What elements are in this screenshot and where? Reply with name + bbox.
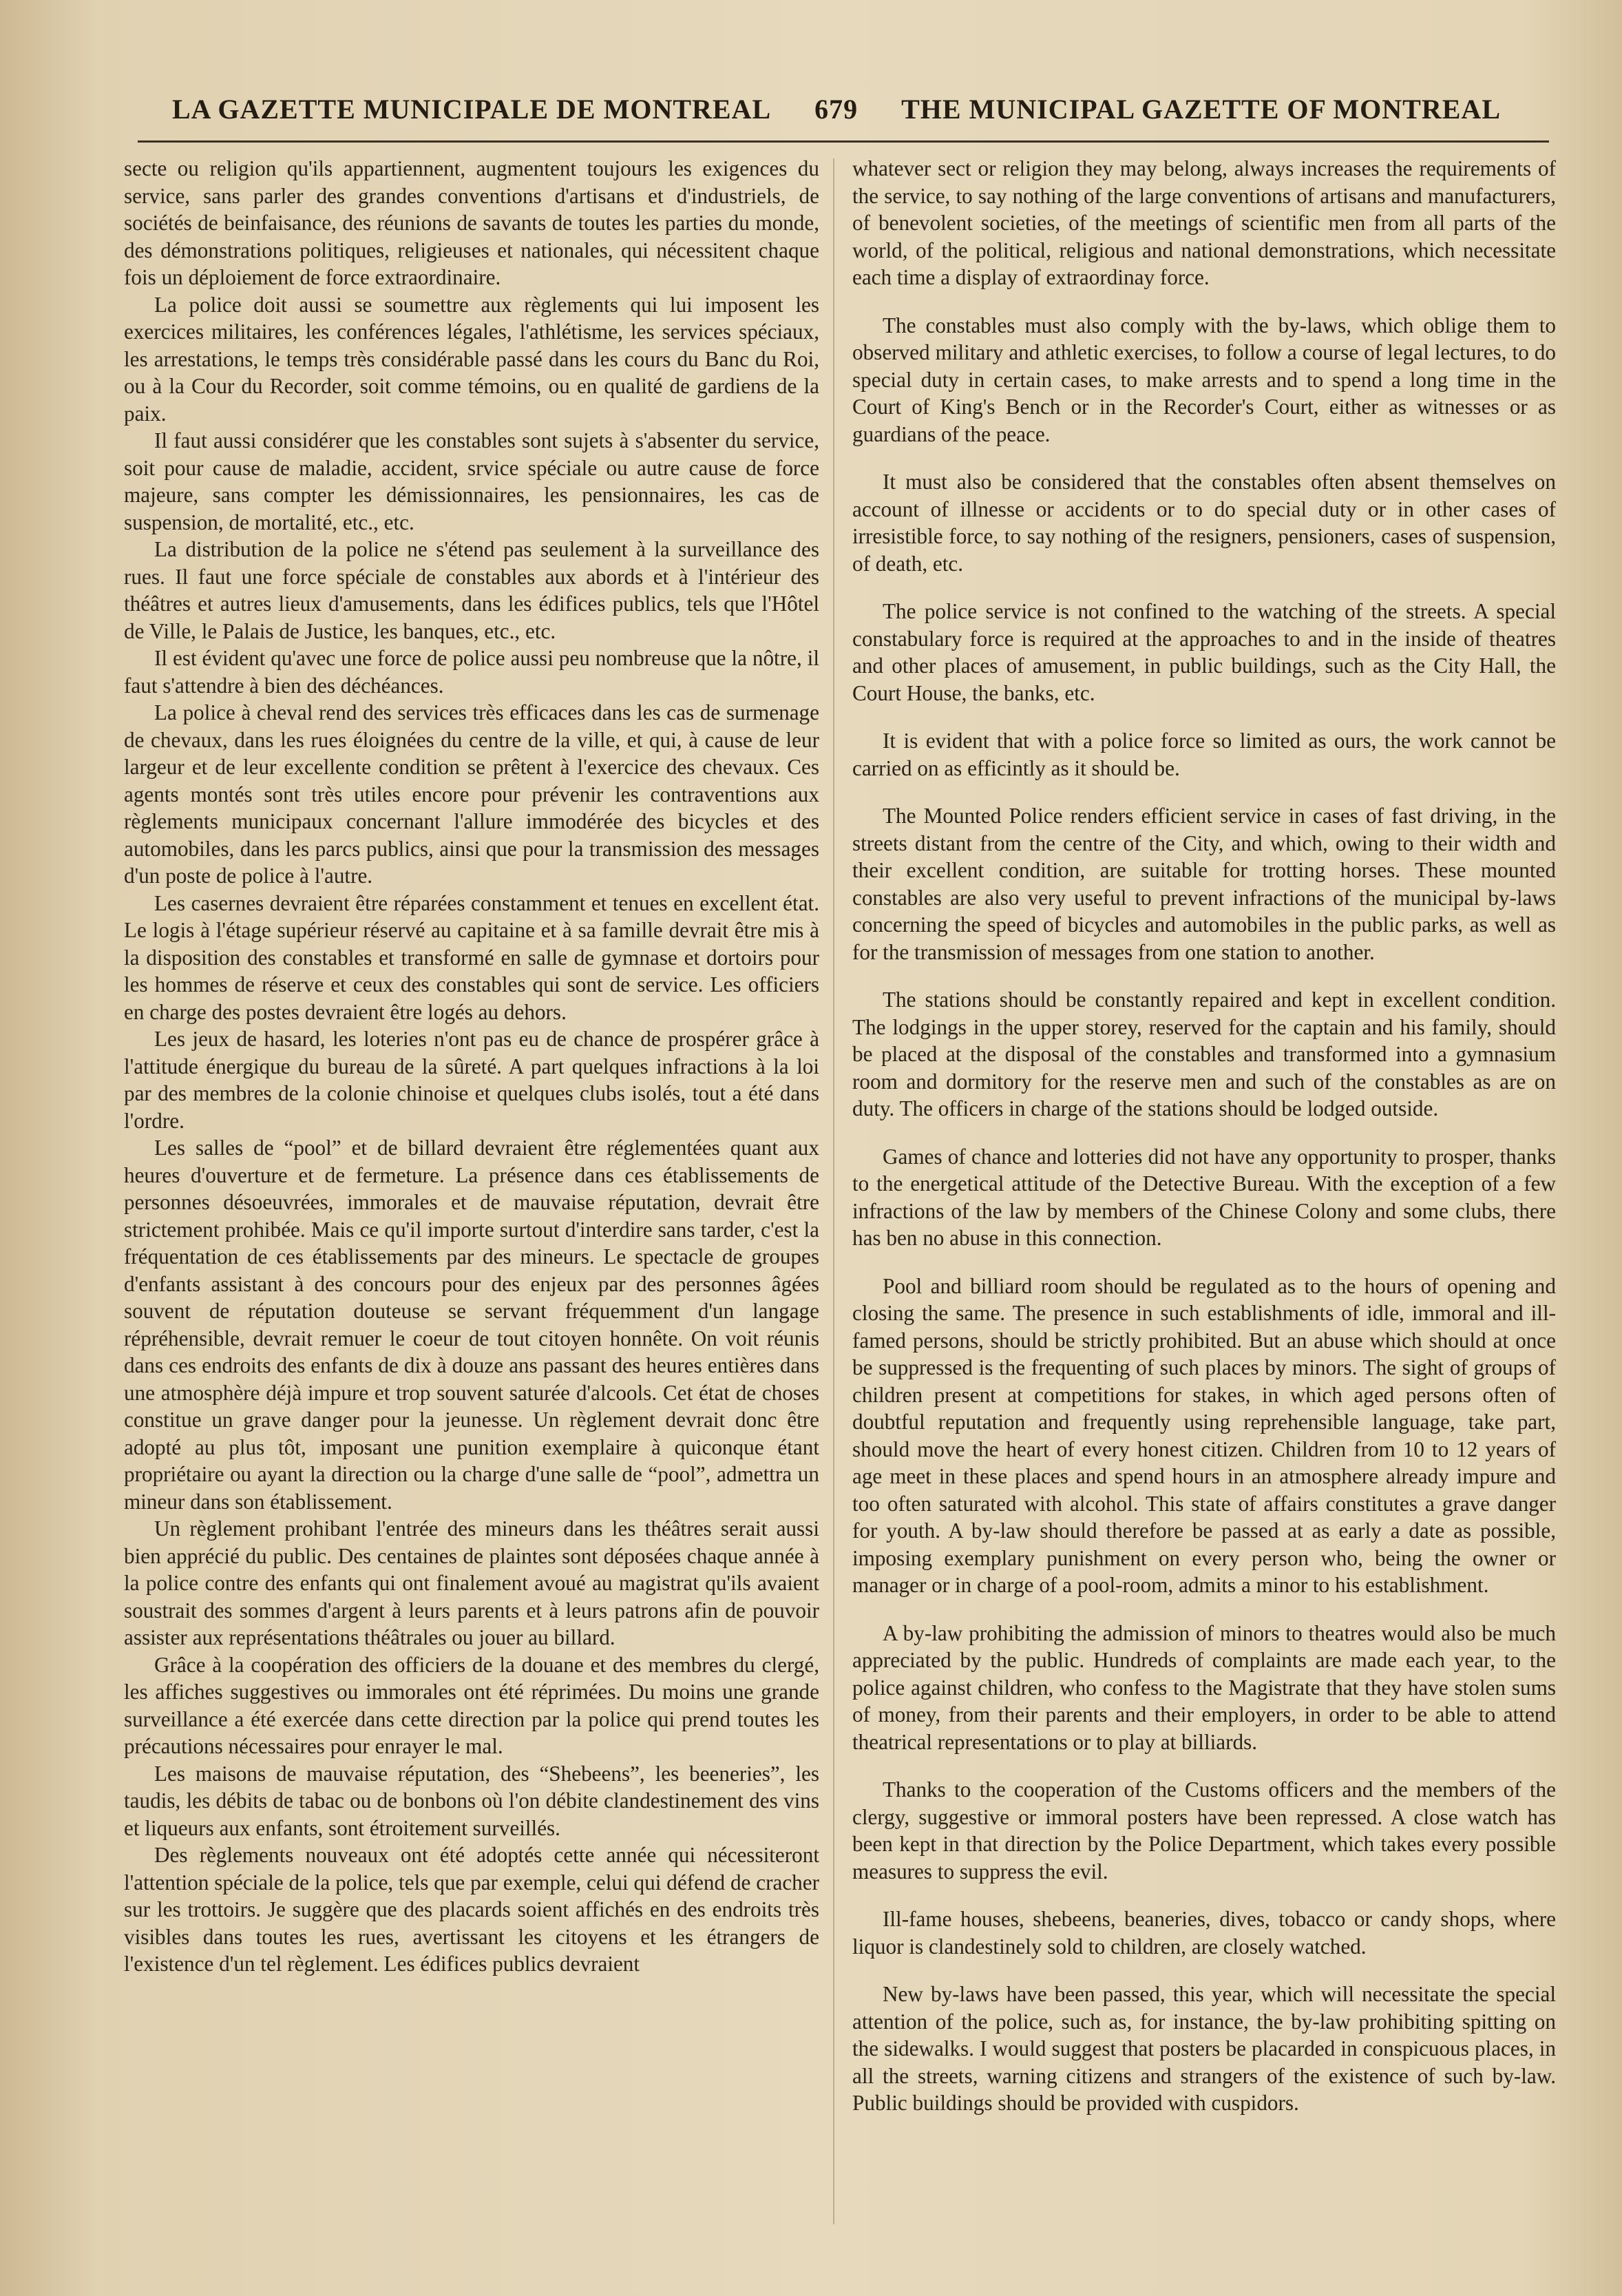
french-column (124, 155, 819, 1978)
french-paragraph: Les jeux de hasard, les loteries n'ont pas eu de chance de prospérer grâce à l'attitude énergique du bureau de la sûreté. A part quelques infractions à la loi par des membres de la colonie chinoise et quelques clubs isolés, tout a été dans l'ordre. (124, 1027, 819, 1133)
english-paragraph: It is evident that with a police force so limited as ours, the work cannot be carried on as efficintly as it should be. (852, 729, 1556, 780)
french-paragraph: La distribution de la police ne s'étend pas seulement à la surveillance des rues. Il faut une force spéciale de constables aux abords et à l'intérieur des théâtres et autres lieux d'amusements, dans les édifices publics, tels que l'Hôtel de Ville, le Palais de Justice, les banques, etc., etc. (124, 537, 819, 643)
french-paragraph: secte ou religion qu'ils appartiennent, augmentent toujours les exigences du service, sans parler des grandes conventions d'artisans et d'industriels, de sociétés de beinfaisance, des réunions de savants de toutes les parties du monde, des démonstrations politiques, religieuses et nationales, qui nécessitent chaque fois un déploiement de force extraordinaire. (124, 156, 819, 289)
column-divider (833, 158, 834, 2224)
french-paragraph: Les casernes devraient être réparées constamment et tenues en excellent état. Le logis à l'étage supérieur réservé au capitaine et à sa famille devrait être mis à la disposition des constables et transformé en salle de gymnase et dortoirs pour les hommes de réserve et ceux des constables qui sont de service. Les officiers en charge des postes devraient être logés au dehors. (124, 890, 819, 1024)
french-paragraph: Un règlement prohibant l'entrée des mineurs dans les théâtres serait aussi bien apprécié du public. Des centaines de plaintes sont déposées chaque année à la police contre des enfants qui ont finalement avoué au magistrat qu'ils avaient soustrait des sommes d'argent à leurs parents et à leurs patrons afin de pouvoir assister aux représentations théâtrales ou jouer au billard. (124, 1516, 819, 1649)
english-paragraph: Thanks to the cooperation of the Customs officers and the members of the clergy, suggestive or immoral posters have been repressed. A close watch has been kept in that direction by the Police Department, which takes every possible measures to suppress the evil. (852, 1777, 1556, 1883)
french-paragraph: La police doit aussi se soumettre aux règlements qui lui imposent les exercices militaires, les conférences légales, l'athlétisme, les services spéciaux, les arrestations, le temps très considérable passé dans les cours du Banc du Roi, ou à la Cour du Recorder, soit comme témoins, ou en qualité de gardiens de la paix. (124, 292, 819, 426)
english-paragraph: The Mounted Police renders efficient service in cases of fast driving, in the streets distant from the centre of the City, and which, owing to their width and their excellent condition, are suitable for trotting horses. These mounted constables are also very useful to prevent infractions of the municipal by-laws concerning the speed of bicycles and automobiles in the public parks, as well as for the transmission of messages from one station to another. (852, 804, 1556, 964)
english-paragraph: A by-law prohibiting the admission of minors to theatres would also be much appreciated by the public. Hundreds of complaints are made each year, to the police against children, who confess to the Magistrate that they have stolen sums of money, from their parents and their employers, in order to be able to attend theatrical representations or to play at billiards. (852, 1620, 1556, 1754)
french-paragraph: Il est évident qu'avec une force de police aussi peu nombreuse que la nôtre, il faut s'attendre à bien des déchéances. (124, 646, 819, 698)
page-number: 679 (814, 93, 859, 125)
header-rule (138, 140, 1549, 143)
header-english-title: THE MUNICIPAL GAZETTE OF MONTREAL (901, 93, 1501, 125)
french-paragraph: La police à cheval rend des services très efficaces dans les cas de surmenage de chevaux, dans les rues éloignées du centre de la ville, et qui, à cause de leur largeur et de leur excellente condition se prêtent à l'exercice des chevaux. Ces agents montés sont très utiles encore pour prévenir les contraventions aux règlements municipaux concernant l'allure immodérée des bicycles et des automobiles, dans les parcs publics, ainsi que pour la transmission des messages d'un poste de police à l'autre. (124, 700, 819, 888)
running-header (172, 81, 1501, 136)
header-french-title: LA GAZETTE MUNICIPALE DE MONTREAL (172, 93, 772, 125)
english-paragraph: The stations should be constantly repaired and kept in excellent condition. The lodgings in the upper storey, reserved for the captain and his family, should be placed at the disposal of the constables and transformed into a gymnasium room and dormitory for the reserve men and such of the constables as are on duty. The officers in charge of the stations should be lodged outside. (852, 988, 1556, 1120)
french-paragraph: Grâce à la coopération des officiers de la douane et des membres du clergé, les affiches suggestives ou immorales ont été réprimées. Du moins une grande surveillance a été exercée dans cette direction par la police qui prend toutes les précautions nécessaires pour enrayer le mal. (124, 1652, 819, 1758)
english-paragraph: Games of chance and lotteries did not have any opportunity to prosper, thanks to the energetical attitude of the Detective Bureau. With the exception of a few infractions of the law by members of the Chinese Colony and some clubs, there has ben no abuse in this connection. (852, 1144, 1556, 1250)
french-paragraph: Des règlements nouveaux ont été adoptés cette année qui nécessiteront l'attention spéciale de la police, tels que par exemple, celui qui défend de cracher sur les trottoirs. Je suggère que des placards soient affichés en des endroits très visibles dans toutes les rues, avertissant les citoyens et les étrangers de l'existence d'un tel règlement. Les édifices publics devraient (124, 1843, 819, 1976)
english-paragraph: whatever sect or religion they may belong, always increases the requirements of the service, to say nothing of the large conventions of artisans and manufacturers, of benevolent societies, of the meetings of scientific men from all parts of the world, of the political, religious and national demonstrations, which necessitate each time a display of extraordinay force. (852, 156, 1556, 289)
french-paragraph: Les maisons de mauvaise réputation, des “Shebeens”, les beeneries”, les taudis, les débits de tabac ou de bonbons où l'on débite clandestinement des vins et liqueurs aux enfants, sont étroitement surveillés. (124, 1761, 819, 1840)
english-paragraph: New by-laws have been passed, this year, which will necessitate the special attention of the police, such as, for instance, the by-law prohibiting spitting on the sidewalks. I would suggest that posters be placarded in conspicuous places, in all the streets, warning citizens and strangers of the existence of such by-law. Public buildings should be provided with cuspidors. (852, 1982, 1556, 2115)
english-paragraph: The constables must also comply with the by-laws, which oblige them to observed military and athletic exercises, to follow a course of legal lectures, to do special duty in certain cases, to make arrests and to spend a long time in the Court of King's Bench or in the Recorder's Court, either as witnesses or as guardians of the peace. (852, 313, 1556, 446)
english-paragraph: It must also be considered that the constables often absent themselves on account of illnesse or accidents or to do special duty or in other cases of irresistible force, to say nothing of the resigners, pensioners, cases of suspension, of death, etc. (852, 470, 1556, 576)
english-paragraph: Pool and billiard room should be regulated as to the hours of opening and closing the same. The presence in such establishments of idle, immoral and ill-famed persons, should be strictly prohibited. But an abuse which should at once be suppressed is the frequenting of such places by minors. The sight of groups of children present at competitions for stakes, in which aged persons often of doubtful reputation and frequently using reprehensible language, take part, should move the heart of every honest citizen. Children from 10 to 12 years of age meet in these places and spend hours in an atmosphere already impure and too often saturated with alcohol. This state of affairs constitutes a grave danger for youth. A by-law should therefore be passed at as early a date as possible, imposing exemplary punishment on every person who, being the owner or manager or in charge of a pool-room, admits a minor to his establishment. (852, 1273, 1556, 1597)
english-paragraph: The police service is not confined to the watching of the streets. A special constabulary force is required at the approaches to and in the inside of theatres and other places of amusement, in public buildings, such as the City Hall, the Court House, the banks, etc. (852, 599, 1556, 705)
english-paragraph: Ill-fame houses, shebeens, beaneries, dives, tobacco or candy shops, where liquor is clandestinely sold to children, are closely watched. (852, 1907, 1556, 1959)
french-paragraph: Il faut aussi considérer que les constables sont sujets à s'absenter du service, soit pour cause de maladie, accident, srvice spéciale ou autre cause de force majeure, sans compter les démissionnaires, les pensionnaires, les cas de suspension, de mortalité, etc., etc. (124, 428, 819, 534)
english-column (852, 155, 1556, 2138)
french-paragraph: Les salles de “pool” et de billard devraient être réglementées quant aux heures d'ouverture et de fermeture. La présence dans ces établissements de personnes désoeuvrées, immorales et de mauvaise réputation, devrait être strictement prohibée. Mais ce qu'il importe surtout d'interdire sans tarder, c'est la fréquentation de ces établissements par des mineurs. Le spectacle de groupes d'enfants assistant à des concours pour des enjeux par des personnes âgées souvent de réputation douteuse se servant fréquemment d'un langage répréhensible, devrait remuer le coeur de tout citoyen honnête. On voit réunis dans ces endroits des enfants de dix à douze ans passant des heures entières dans une atmosphère déjà impure et trop souvent saturée d'alcools. Cet état de choses constitue un grave danger pour la jeunesse. Un règlement devrait donc être adopté au plus tôt, imposant une punition exemplaire à quiconque étant propriétaire ou ayant la direction ou la charge d'une salle de “pool”, admettra un mineur dans son établissement. (124, 1136, 819, 1514)
